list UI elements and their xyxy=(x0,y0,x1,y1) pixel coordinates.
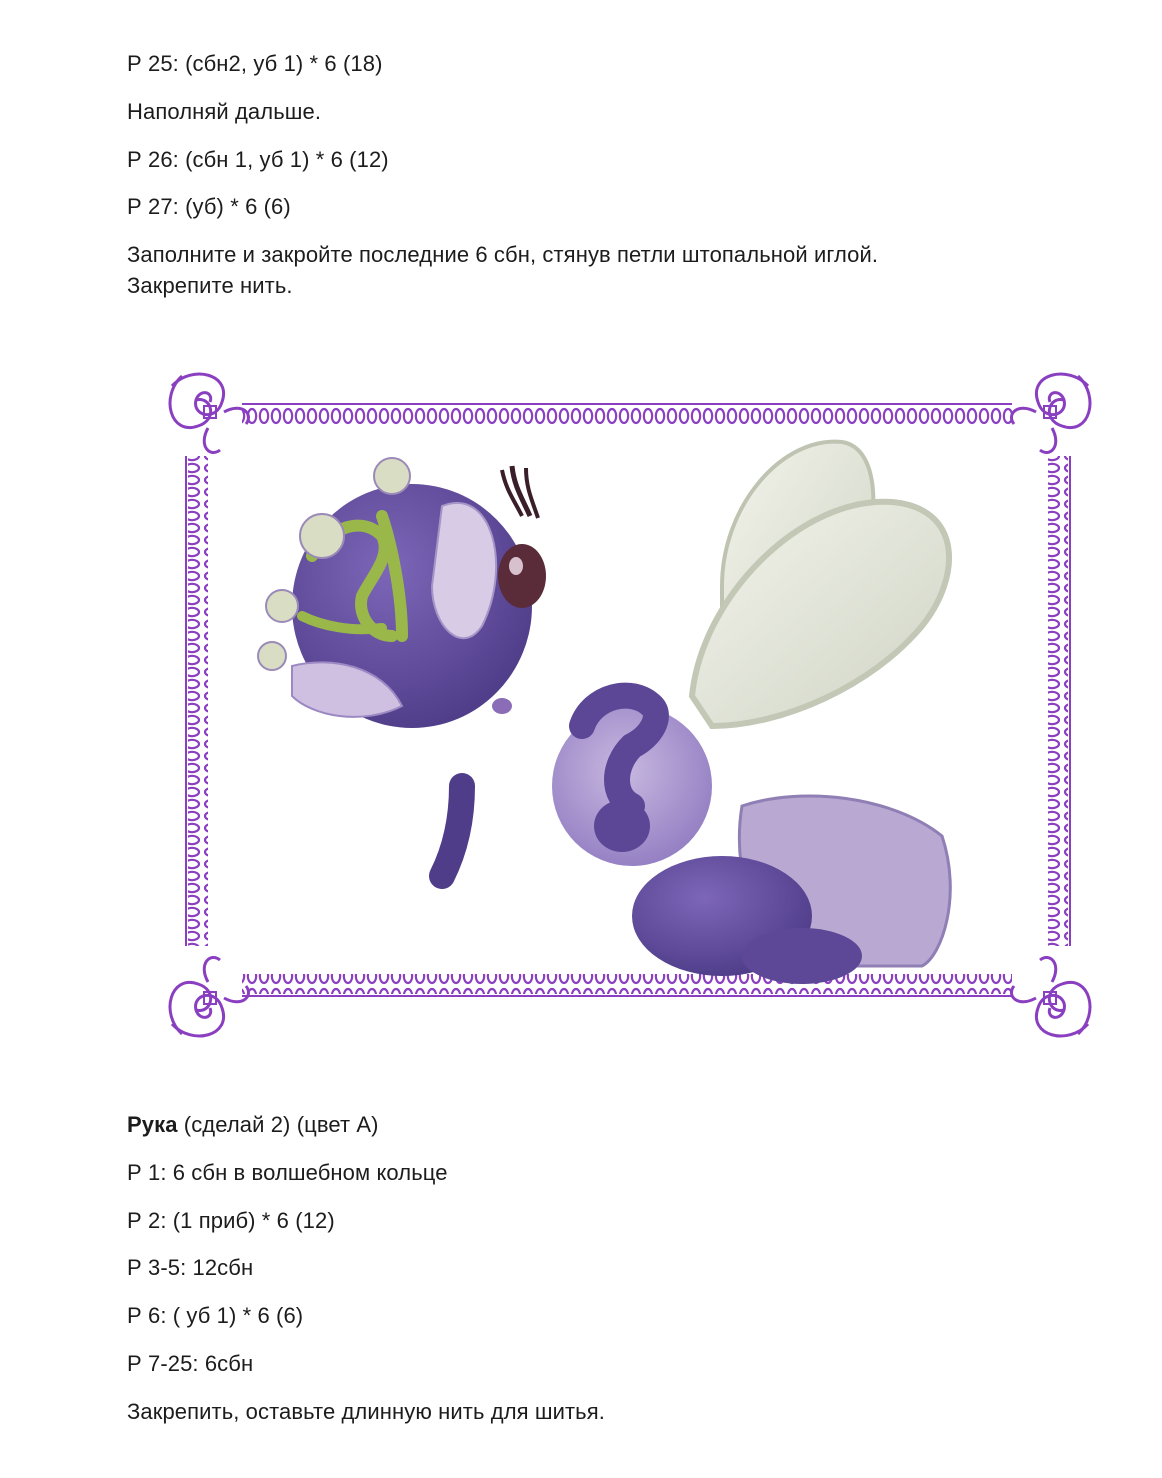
ear xyxy=(432,503,496,638)
arm-row-6: Р 6: ( уб 1) * 6 (6) xyxy=(127,1303,304,1328)
instruction-row-26: Р 26: (сбн 1, уб 1) * 6 (12) xyxy=(127,147,389,172)
instruction-finish-line-1: Заполните и закройте последние 6 сбн, стянув петли штопальной иглой. xyxy=(127,242,879,267)
corner-ornament-top-right xyxy=(1011,374,1090,453)
arm-row-3-5: Р 3-5: 12сбн xyxy=(127,1255,254,1280)
instruction-finish-line-2: Закрепите нить. xyxy=(127,273,293,298)
corner-ornament-bottom-left xyxy=(170,957,249,1036)
instruction-row-25: Р 25: (сбн2, уб 1) * 6 (18) xyxy=(127,51,383,76)
arm-row-2: Р 2: (1 приб) * 6 (12) xyxy=(127,1208,335,1233)
arm-heading-details: (сделай 2) (цвет А) xyxy=(177,1112,379,1137)
instruction-note-fill: Наполняй дальше. xyxy=(127,99,322,124)
arm-row-1: Р 1: 6 сбн в волшебном кольце xyxy=(127,1160,448,1185)
instruction-row-27: Р 27: (уб) * 6 (6) xyxy=(127,194,291,219)
crochet-fairy-toy xyxy=(258,442,950,984)
arm-finish-note: Закрепить, оставьте длинную нить для шитья. xyxy=(127,1399,605,1424)
corner-ornament-top-left xyxy=(170,374,249,453)
hand xyxy=(594,800,650,852)
framed-toy-photo xyxy=(162,366,1098,1044)
arm-heading-bold: Рука xyxy=(127,1112,178,1137)
corner-ornament-bottom-right xyxy=(1011,957,1090,1036)
arm-row-7-25: Р 7-25: 6сбн xyxy=(127,1351,254,1376)
eye xyxy=(498,544,546,608)
leg xyxy=(442,786,462,876)
arm-section-heading xyxy=(127,1110,379,1140)
